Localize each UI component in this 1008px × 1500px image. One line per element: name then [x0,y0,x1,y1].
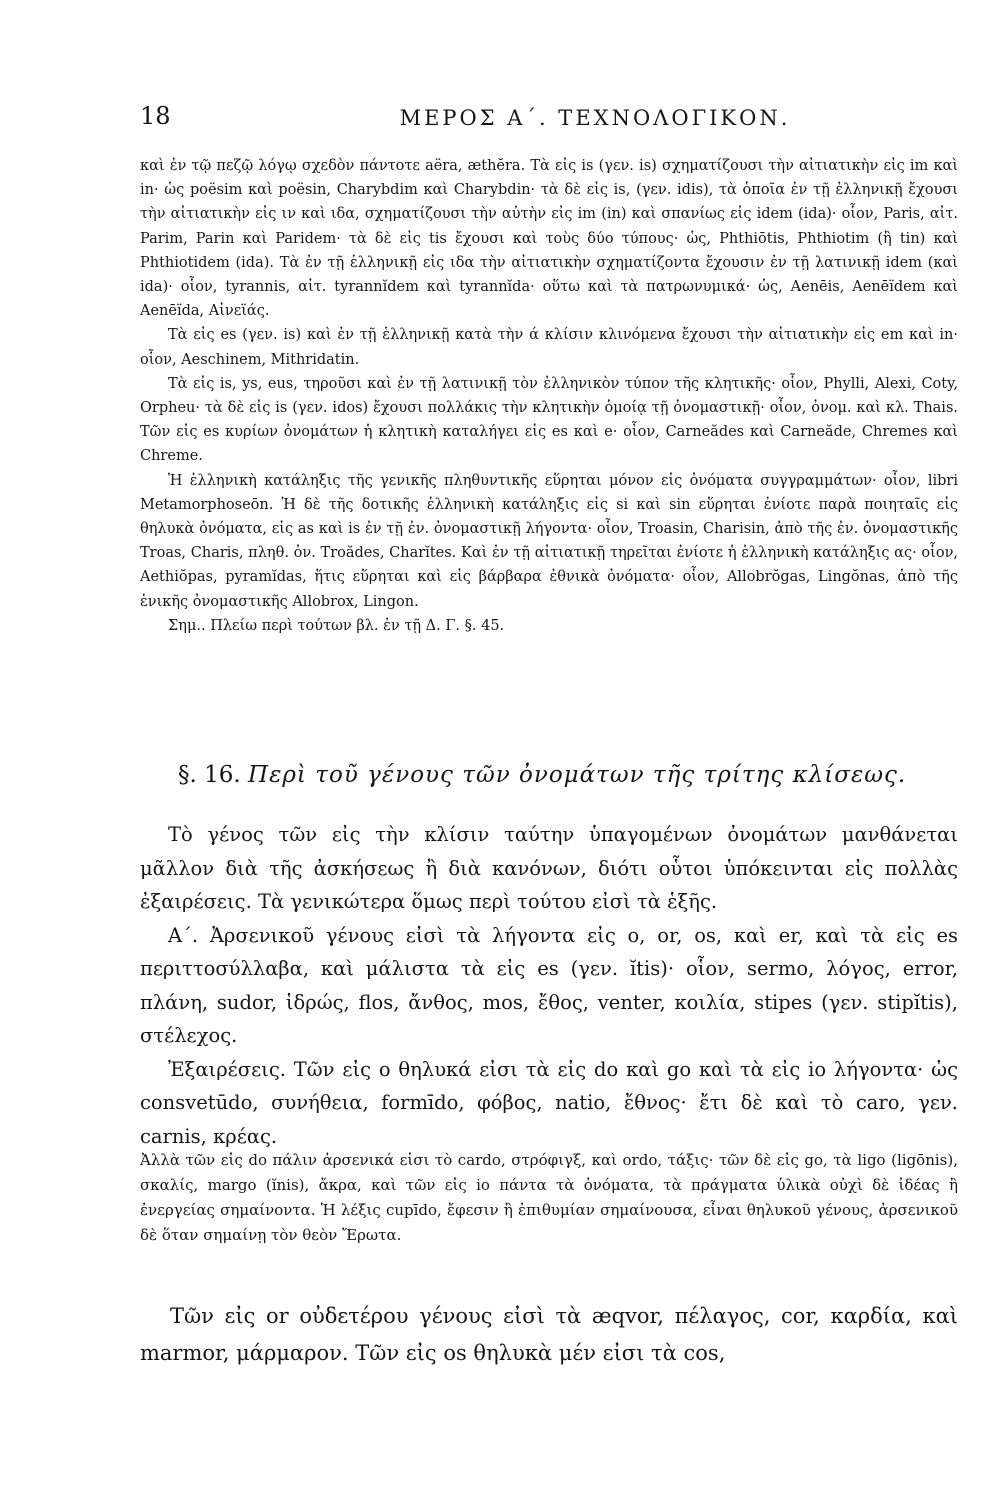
paragraph: καὶ ἐν τῷ πεζῷ λόγῳ σχεδὸν πάντοτε aëra, æthĕra. Τὰ εἰς is (γεν. is) σχηματίζουσι τὴν αἰτιατικὴν εἰς im καὶ in· ὡς poësim καὶ poësin, Charybdim καὶ Charybdin· τὰ δὲ εἰς is, (γεν. idis), τὰ ὁποῖα ἐν τῇ ἑλληνικῇ ἔχουσι τὴν αἰτιατικὴν εἰς ιν καὶ ιδα, σχηματίζουσι τὴν αὐτὴν εἰς im (in) καὶ σπανίως εἰς idem (ida)· οἷον, Paris, αἰτ. Parim, Parin καὶ Paridem· τὰ δὲ εἰς tis ἔχουσι καὶ τοὺς δύο τύπους· ὡς, Phthiōtis, Phthiotim (ἢ tin) καὶ Phthiotidem (ida). Τὰ ἐν τῇ ἑλληνικῇ εἰς ιδα τὴν αἰτιατικὴν σχηματίζοντα ἔχουσιν ἐν τῇ λατινικῇ idem (καὶ ida)· οἷον, tyrannis, αἰτ. tyrannĭdem καὶ tyrannĭda· οὕτω καὶ τὰ πατρωνυμικά· ὡς, Aenēis, Aenēïdem καὶ Aenēïda, Αἰνεϊάς. [140,158,958,320]
paragraph: Ἡ ἑλληνικὴ κατάληξις τῆς γενικῆς πληθυντικῆς εὕρηται μόνον εἰς ὀνόματα συγγραμμάτων· οἷον, libri Metamorphoseōn. Ἡ δὲ τῆς δοτικῆς ἑλληνικὴ κατάληξις εἰς si καὶ sin εὕρηται ἐνίοτε παρὰ ποιηταῖς εἰς θηλυκὰ ὀνόματα, εἰς as καὶ is ἐν τῇ ἐν. ὀνομαστικῇ λήγοντα· οἷον, Troasin, Charisin, ἀπὸ τῆς ἐν. ὀνομαστικῆς Troas, Charis, πληθ. ὀν. Troădes, Charĭtes. Καὶ ἐν τῇ αἰτιατικῇ τηρεῖται ἐνίοτε ἡ ἑλληνικὴ κατάληξις ας· οἷον, Aethiŏpas, pyramĭdas, ἥτις εὕρηται καὶ εἰς βάρβαρα ἐθνικὰ ὀνόματα· οἷον, Allobrŏgas, Lingŏnas, ἀπὸ τῆς ἑνικῆς ὀνομαστικῆς Allobrox, Lingon. [140,472,958,610]
running-title: ΜΕΡΟΣ Α΄. ΤΕΧΝΟΛΟΓΙΚΟΝ. [399,106,791,130]
paragraph: Α΄. Ἀρσενικοῦ γένους εἰσὶ τὰ λήγοντα εἰς o, or, os, καὶ er, καὶ τὰ εἰς es περιττοσύλλαβα, καὶ μάλιστα τὰ εἰς es (γεν. ĭtis)· οἷον, sermo, λόγος, error, πλάνη, sudor, ἱδρώς, flos, ἄνθος, mos, ἔθος, venter, κοιλία, stipes (γεν. stipĭtis), στέλεχος. [140,923,958,1047]
section-title: Περὶ τοῦ γένους τῶν ὀνομάτων τῆς τρίτης κλίσεως. [248,762,907,788]
paragraph: Τῶν εἰς or οὐδετέρου γένους εἰσὶ τὰ æqvor, πέλαγος, cor, καρδία, καὶ marmor, μάρμαρον. Τῶν εἰς os θηλυκὰ μέν εἰσι τὰ cos, [140,1304,958,1365]
section-heading [178,762,906,788]
main-text-block [140,818,958,1153]
section-number: §. 16. [178,762,241,788]
paragraph: Τὰ εἰς is, ys, eus, τηροῦσι καὶ ἐν τῇ λατινικῇ τὸν ἑλληνικὸν τύπον τῆς κλητικῆς· οἷον, Phylli, Alexi, Coty, Orpheu· τὰ δὲ εἰς is (γεν. idos) ἔχουσι πολλάκις τὴν κλητικὴν ὁμοίᾳ τῇ ὀνομαστικῇ· οἷον, ὀνομ. καὶ κλ. Thais. Τῶν εἰς es κυρίων ὀνομάτων ἡ κλητικὴ καταλήγει εἰς es καὶ e· οἷον, Carneădes καὶ Carneăde, Chremes καὶ Chreme. [140,375,958,465]
small-print-note [140,1148,958,1248]
page-number: 18 [140,102,171,130]
small-print-block [140,154,958,638]
paragraph: Ἐξαιρέσεις. Τῶν εἰς o θηλυκά εἰσι τὰ εἰς do καὶ go καὶ τὰ εἰς io λήγοντα· ὡς consvetūdo, συνήθεια, formīdo, φόβος, natio, ἔθνος· ἔτι δὲ καὶ τὸ caro, γεν. carnis, κρέας. [140,1057,958,1148]
paragraph: Τὰ εἰς es (γεν. is) καὶ ἐν τῇ ἑλληνικῇ κατὰ τὴν ά κλίσιν κλινόμενα ἔχουσι τὴν αἰτιατικὴν εἰς em καὶ in· οἷον, Aeschinem, Mithridatin. [140,327,958,368]
note-paragraph: Σημ.. Πλείω περὶ τούτων βλ. ἐν τῇ Δ. Γ. §. 45. [168,617,505,634]
page-header [140,102,960,142]
paragraph: Τὸ γένος τῶν εἰς τὴν κλίσιν ταύτην ὑπαγομένων ὀνομάτων μανθάνεται μᾶλλον διὰ τῆς ἀσκήσεως ἢ διὰ κανόνων, διότι οὗτοι ὑπόκεινται εἰς πολλὰς ἐξαιρέσεις. Τὰ γενικώτερα ὅμως περὶ τούτου εἰσὶ τὰ ἑξῆς. [140,823,958,913]
closing-text-block [140,1298,958,1372]
paragraph: Ἀλλὰ τῶν εἰς do πάλιν ἀρσενικά εἰσι τὸ cardo, στρόφιγξ, καὶ ordo, τάξις· τῶν δὲ εἰς go, τὰ ligo (ligōnis), σκαλίς, margo (ĭnis), ἄκρα, καὶ τῶν εἰς io πάντα τὰ ὀνόματα, τὰ πράγματα ὑλικὰ οὐχὶ δὲ ἰδέας ἢ ἐνεργείας σημαίνοντα. Ἡ λέξις cupīdo, ἔφεσιν ἢ ἐπιθυμίαν σημαίνουσα, εἶναι θηλυκοῦ γένους, ἀρσενικοῦ δὲ ὅταν σημαίνῃ τὸν θεὸν Ἔρωτα. [140,1151,958,1244]
